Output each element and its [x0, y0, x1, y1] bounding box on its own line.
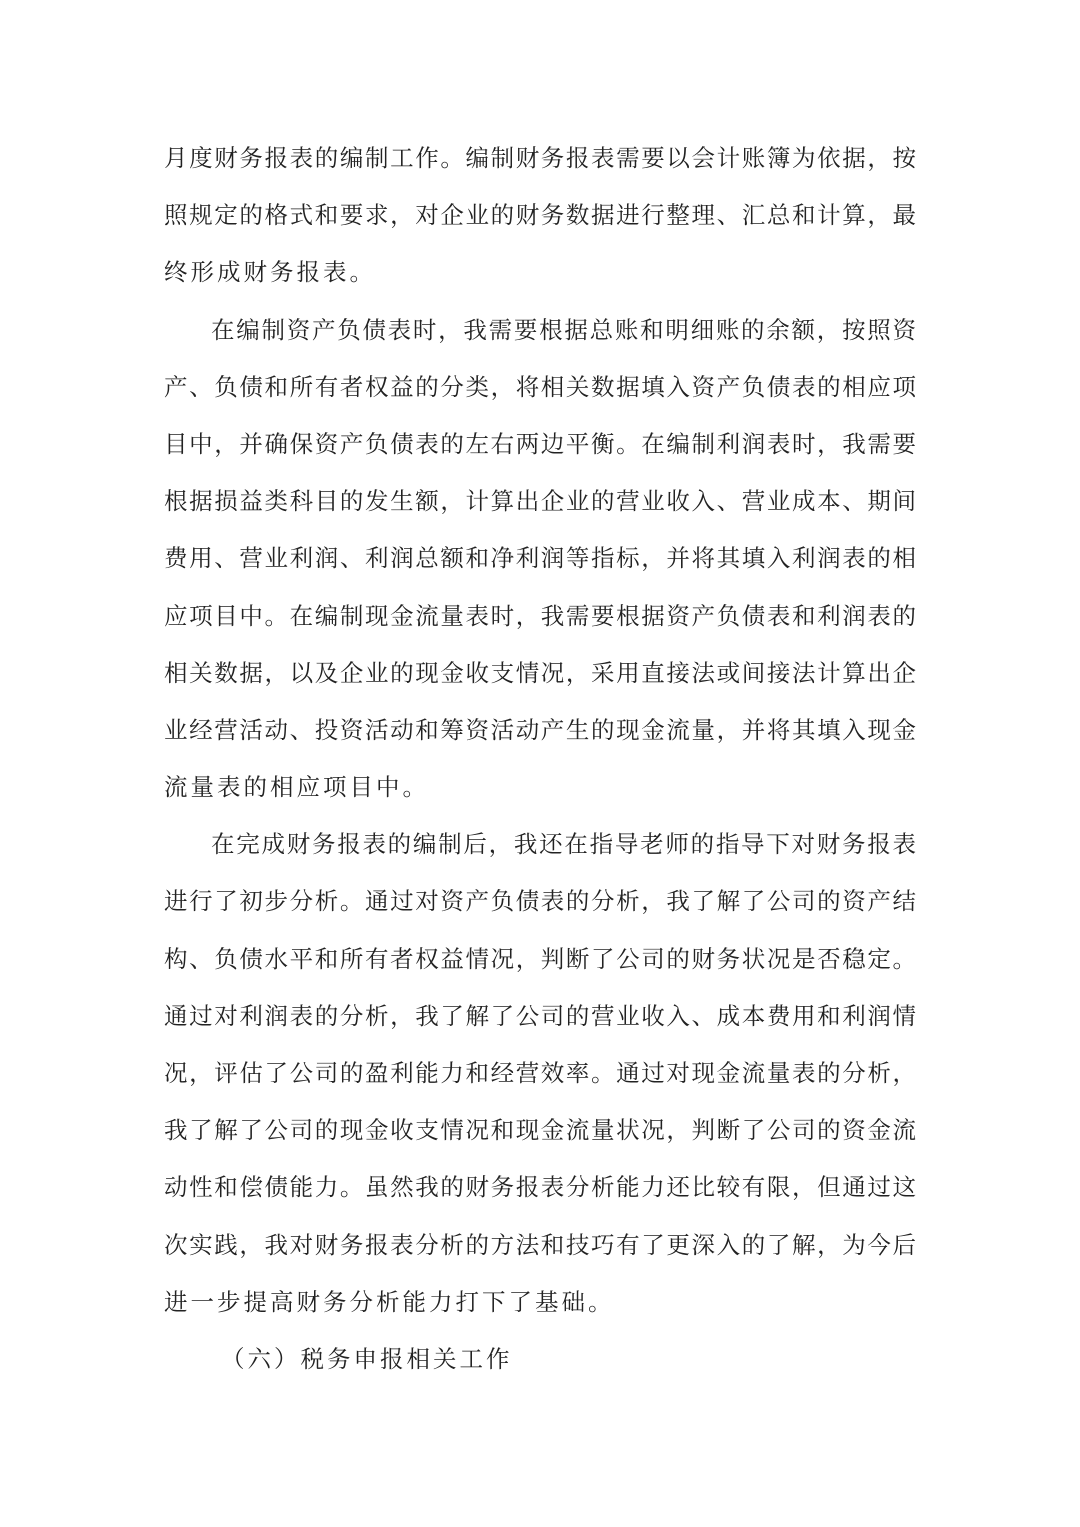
paragraph-3-line-9: 进一步提高财务分析能力打下了基础。 — [164, 1287, 615, 1316]
paragraph-2-line-9: 流量表的相应项目中。 — [164, 773, 429, 802]
paragraph-3-line-1: 在完成财务报表的编制后，我还在指导老师的指导下对财务报表 — [211, 830, 916, 859]
paragraph-3-line-3: 构、负债水平和所有者权益情况，判断了公司的财务状况是否稳定。 — [164, 944, 916, 973]
paragraph-3-line-4: 通过对利润表的分析，我了解了公司的营业收入、成本费用和利润情 — [164, 1001, 916, 1030]
paragraph-3-line-8: 次实践，我对财务报表分析的方法和技巧有了更深入的了解，为今后 — [164, 1230, 916, 1259]
paragraph-2-line-6: 应项目中。在编制现金流量表时，我需要根据资产负债表和利润表的 — [164, 601, 916, 630]
paragraph-3-line-6: 我了解了公司的现金收支情况和现金流量状况，判断了公司的资金流 — [164, 1116, 916, 1145]
paragraph-2-line-8: 业经营活动、投资活动和筹资活动产生的现金流量，并将其填入现金 — [164, 715, 916, 744]
paragraph-2-line-2: 产、负债和所有者权益的分类，将相关数据填入资产负债表的相应项 — [164, 372, 916, 401]
paragraph-3-line-2: 进行了初步分析。通过对资产负债表的分析，我了解了公司的资产结 — [164, 887, 916, 916]
document-body — [164, 130, 916, 1388]
paragraph-3-line-7: 动性和偿债能力。虽然我的财务报表分析能力还比较有限，但通过这 — [164, 1173, 916, 1202]
paragraph-2-line-1: 在编制资产负债表时，我需要根据总账和明细账的余额，按照资 — [211, 315, 916, 344]
paragraph-1-line-2: 照规定的格式和要求，对企业的财务数据进行整理、汇总和计算，最 — [164, 201, 916, 230]
paragraph-1-line-3: 终形成财务报表。 — [164, 258, 376, 287]
paragraph-2-line-4: 根据损益类科目的发生额，计算出企业的营业收入、营业成本、期间 — [164, 487, 916, 516]
section-heading: （六）税务申报相关工作 — [221, 1344, 513, 1373]
paragraph-2-line-3: 目中，并确保资产负债表的左右两边平衡。在编制利润表时，我需要 — [164, 429, 916, 458]
paragraph-2-line-5: 费用、营业利润、利润总额和净利润等指标，并将其填入利润表的相 — [164, 544, 916, 573]
paragraph-3-line-5: 况，评估了公司的盈利能力和经营效率。通过对现金流量表的分析， — [164, 1059, 916, 1087]
paragraph-1-line-1: 月度财务报表的编制工作。编制财务报表需要以会计账簿为依据，按 — [164, 144, 916, 172]
paragraph-2-line-7: 相关数据，以及企业的现金收支情况，采用直接法或间接法计算出企 — [164, 658, 916, 687]
